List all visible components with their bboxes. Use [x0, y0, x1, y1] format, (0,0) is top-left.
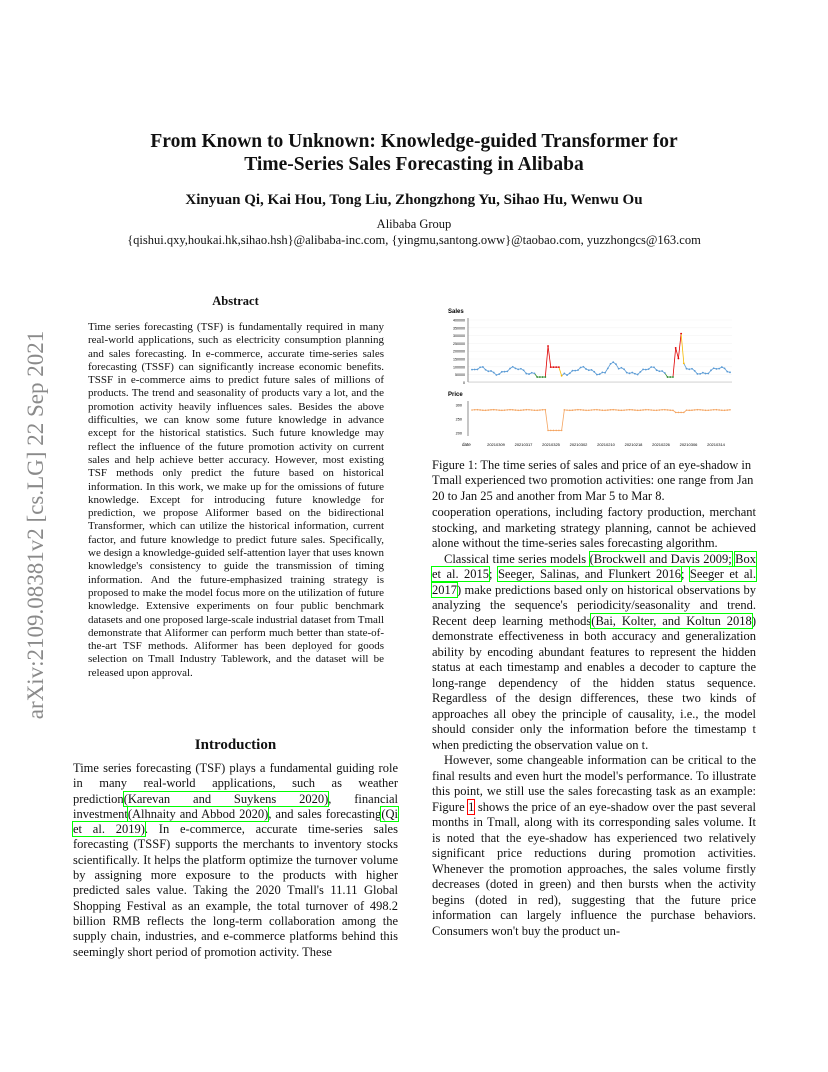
sales-point	[509, 368, 511, 370]
price-point	[688, 409, 690, 411]
sales-point	[610, 363, 612, 365]
sales-point	[642, 368, 644, 370]
sales-point	[558, 366, 560, 368]
figure-caption: Figure 1: The time series of sales and price of an eye-shadow in Tmall experienced two promotion activities: one range from Jan 20 to Jan 25 and another from Mar 5 to Mar 8.	[432, 458, 754, 503]
price-point	[526, 409, 528, 411]
sales-point	[553, 366, 555, 368]
price-point	[615, 409, 617, 411]
citation-link[interactable]: (Brockwell and Davis 2009;	[589, 551, 732, 566]
sales-point	[631, 372, 633, 374]
price-point	[691, 409, 693, 411]
price-point	[583, 409, 585, 411]
sales-point	[724, 367, 726, 369]
sales-point	[563, 373, 565, 375]
sales-point	[601, 372, 603, 374]
date-tick-label: 20210325	[542, 442, 560, 447]
sales-point	[656, 369, 658, 371]
sales-point	[547, 345, 549, 347]
price-point	[550, 430, 552, 432]
sales-point	[506, 371, 508, 373]
price-point	[569, 409, 571, 411]
sales-tick-label: 50000	[455, 373, 465, 378]
sales-point	[648, 368, 650, 370]
price-point	[713, 409, 715, 411]
price-point	[675, 412, 677, 414]
price-point	[621, 409, 623, 411]
price-point	[707, 409, 709, 411]
sales-point	[577, 369, 579, 371]
title-line-1: From Known to Unknown: Knowledge-guided Transformer for	[150, 131, 678, 152]
sales-point	[705, 373, 707, 375]
price-point	[694, 409, 696, 411]
sales-point	[686, 368, 688, 370]
sales-point	[629, 372, 631, 374]
price-point	[680, 412, 682, 414]
citation-link[interactable]: Seeger et al. 2017	[432, 567, 756, 597]
price-point	[588, 409, 590, 411]
sales-point	[612, 361, 614, 363]
sales-point	[702, 372, 704, 374]
price-point	[721, 409, 723, 411]
sales-line-segment	[673, 348, 676, 377]
sales-line-segment	[678, 334, 681, 359]
price-point	[653, 409, 655, 411]
price-point	[485, 409, 487, 411]
price-point	[574, 409, 576, 411]
sales-point	[726, 371, 728, 373]
date-tick-label: 20210210	[597, 442, 615, 447]
sales-series	[471, 333, 731, 378]
price-point	[572, 409, 574, 411]
sales-point	[710, 369, 712, 371]
price-point	[672, 409, 674, 411]
sales-point	[515, 367, 517, 369]
price-point	[659, 409, 661, 411]
sales-point	[623, 368, 625, 370]
date-tick-label: 20210226	[652, 442, 670, 447]
price-point	[618, 409, 620, 411]
sales-point	[604, 372, 606, 374]
price-point	[664, 409, 666, 411]
sales-tick-label: 250000	[453, 341, 465, 346]
sales-point	[637, 374, 639, 376]
citation-link[interactable]: Seeger, Salinas, and Flunkert 2016	[497, 567, 681, 581]
sales-point	[688, 368, 690, 370]
sales-point	[482, 366, 484, 368]
price-point	[640, 409, 642, 411]
affiliation: Alibaba Group	[376, 217, 452, 231]
price-point	[623, 409, 625, 411]
sales-point	[555, 366, 557, 368]
authors: Xinyuan Qi, Kai Hou, Tong Liu, Zhongzhong Yu, Sihao Hu, Wenwu Ou	[185, 192, 643, 208]
price-point	[490, 409, 492, 411]
price-series	[471, 409, 731, 431]
price-point	[509, 409, 511, 411]
abstract-heading: Abstract	[212, 294, 259, 308]
introduction-heading: Introduction	[194, 737, 277, 753]
sales-point	[713, 367, 715, 369]
price-point	[626, 409, 628, 411]
sales-point	[474, 369, 476, 371]
price-point	[702, 409, 704, 411]
sales-point	[678, 358, 680, 360]
sales-point	[620, 367, 622, 369]
date-tick-label: 20210309	[487, 442, 505, 447]
sales-point	[591, 369, 593, 371]
sales-point	[582, 366, 584, 368]
sales-point	[634, 373, 636, 375]
price-point	[542, 409, 544, 411]
sales-point	[661, 370, 663, 372]
price-point	[545, 409, 547, 411]
sales-point	[585, 368, 587, 370]
price-point	[531, 409, 533, 411]
right-column-text	[432, 505, 756, 939]
price-point	[669, 409, 671, 411]
price-point	[686, 409, 688, 411]
sales-tick-label: 150000	[453, 357, 465, 362]
sales-tick-label: 200000	[453, 349, 465, 354]
price-point	[656, 409, 658, 411]
sales-tick-label: 100000	[453, 365, 465, 370]
sales-point	[596, 374, 598, 376]
date-ticks	[487, 442, 726, 447]
sales-point	[580, 367, 582, 369]
price-point	[648, 409, 650, 411]
citation-link[interactable]: (Karevan and Suykens 2020)	[123, 791, 329, 806]
date-tick-label: 20210218	[624, 442, 643, 447]
sales-line-segment	[676, 348, 679, 359]
price-point	[580, 409, 582, 411]
price-point	[553, 430, 555, 432]
introduction-text: Time series forecasting (TSF) plays a fundamental guiding role in many real-world applications, such as weather prediction(Karevan and Suykens 2020), financial investment(Alhnaity and Abbod 2020), and sales forecasting(Qi et al. 2019). In e-commerce, accurate time-series sales forecasting (TSSF) supports the merchants to inventory stocks scientifically. It helps the platform optimize the turnover volume by assigning more exposure to the products with higher predicted sales value. Taking the 2020 Tmall's 11.11 Global Shopping Festival as an example, the total turnover of 498.2 billion RMB reflects the long-term collaboration among the supply chain, industries, and e-commerce platforms behind this seemingly short period of promotion activity. These	[73, 761, 398, 959]
price-point	[718, 409, 720, 411]
sales-point	[645, 369, 647, 371]
arxiv-stamp	[24, 294, 48, 756]
price-point	[496, 409, 498, 411]
price-point	[710, 409, 712, 411]
sales-point	[618, 368, 620, 370]
price-point	[661, 409, 663, 411]
price-axis-label: Price	[448, 392, 463, 398]
sales-point	[599, 373, 601, 375]
price-point	[610, 409, 612, 411]
citation-link[interactable]: (Alhnaity and Abbod 2020)	[127, 806, 269, 821]
price-point	[585, 409, 587, 411]
figure-1	[432, 304, 756, 454]
arxiv-id: arXiv:2109.08381v2 [cs.LG] 22 Sep 2021	[23, 330, 48, 720]
abstract-text: Time series forecasting (TSF) is fundamentally required in many real-world applications, such as electricity consumption planning and sales forecasting. In e-commerce, accurate time-series sales forecasting (TSSF) can significantly increase economic benefits. TSSF in e-commerce aims to predict future sales of millions of products. The trend and seasonality of products vary a lot, and the promotion activity heavily influences sales. Besides the above difficulties, we can know some future knowledge in advance except for the historical statistics. Such future knowledge may reflect the influence of the future promotion activity on current sales and help achieve better accuracy. However, most existing TSF methods only predict the future based on historical information. In this work, we make up for the omissions of future knowledge. Except for introducing future knowledge for prediction, we propose Aliformer based on the bidirectional Transformer, which can utilize the historical information, current factor, and future knowledge to predict future sales. Specifically, we design a knowledge-guided self-attention layer that uses known knowledge's consistency to guide the transmission of timing information. And the future-emphasized training strategy is proposed to make the model focus more on the utilization of future knowledge. Extensive experiments on four public benchmark datasets and one proposed large-scale industrial dataset from Tmall demonstrate that Aliformer can perform much better than state-of-the-art TSF methods. Aliformer has been deployed for goods selection on Tmall Industry Tablework, and the dataset will be released upon approval.	[88, 321, 384, 679]
sales-point	[525, 373, 527, 375]
sales-point	[504, 371, 506, 373]
sales-tick-label: 0	[463, 380, 465, 385]
price-point	[561, 430, 563, 432]
emails: {qishui.qxy,houkai.hk,sihao.hsh}@alibaba-inc.com, {yingmu,santong.oww}@taobao.com, yuzzhongcs@163.com	[127, 233, 701, 247]
price-point	[482, 409, 484, 411]
price-point	[697, 409, 699, 411]
price-ticks	[456, 404, 462, 436]
price-point	[629, 409, 631, 411]
sales-point	[707, 373, 709, 375]
price-point	[536, 409, 538, 411]
sales-point	[544, 376, 546, 378]
date-tick-label: 20210317	[514, 442, 533, 447]
sales-point	[542, 376, 544, 378]
sales-tick-label: 300000	[453, 334, 465, 339]
sales-point	[531, 372, 533, 374]
sales-point	[691, 368, 693, 370]
price-point	[726, 409, 728, 411]
sales-point	[572, 370, 574, 372]
sales-point	[566, 374, 568, 376]
sales-point	[569, 372, 571, 374]
price-point	[650, 409, 652, 411]
price-point	[667, 409, 669, 411]
price-tick-label: 300	[455, 403, 462, 408]
sales-tick-label: 400000	[453, 318, 465, 323]
price-point	[471, 409, 473, 411]
price-point	[515, 409, 517, 411]
sales-point	[699, 373, 701, 375]
price-point	[534, 409, 536, 411]
price-point	[539, 409, 541, 411]
price-point	[566, 409, 568, 411]
sales-point	[639, 371, 641, 373]
sales-point	[694, 370, 696, 372]
price-point	[474, 409, 476, 411]
sales-point	[471, 369, 473, 371]
sales-point	[561, 375, 563, 377]
price-point	[637, 409, 639, 411]
sales-point	[501, 371, 503, 373]
sales-point	[550, 366, 552, 368]
sales-ticks	[453, 319, 732, 385]
citation-link[interactable]: Box et al. 2015	[432, 551, 757, 581]
sales-point	[729, 371, 731, 373]
price-line-segment	[562, 410, 565, 431]
price-point	[507, 409, 509, 411]
sales-point	[669, 376, 671, 378]
sales-point	[658, 370, 660, 372]
sales-point	[536, 376, 538, 378]
sales-point	[479, 366, 481, 368]
sales-tick-label: 350000	[453, 326, 465, 331]
sales-point	[680, 333, 682, 335]
sales-point	[512, 366, 514, 368]
sales-point	[574, 370, 576, 372]
price-point	[642, 409, 644, 411]
price-point	[634, 409, 636, 411]
sales-point	[653, 366, 655, 368]
sales-point	[523, 369, 525, 371]
price-point	[683, 412, 685, 414]
price-point	[520, 409, 522, 411]
price-point	[493, 409, 495, 411]
figure-1-chart	[432, 304, 756, 454]
price-tick-label: 200	[455, 431, 462, 436]
sales-axis-label: Sales	[448, 309, 464, 315]
sales-point	[650, 366, 652, 368]
price-point	[528, 409, 530, 411]
price-tick-label: 250	[455, 417, 462, 422]
citation-link[interactable]: (Bai, Kolter, and Koltun 2018	[591, 613, 752, 628]
sales-point	[664, 372, 666, 374]
price-point	[631, 409, 633, 411]
price-point	[504, 409, 506, 411]
sales-point	[539, 376, 541, 378]
date-axis-label: date	[462, 442, 471, 447]
sales-point	[534, 372, 536, 374]
figure-ref-link[interactable]: 1	[468, 799, 475, 814]
sales-point	[477, 369, 479, 371]
sales-point	[485, 369, 487, 371]
sales-point	[683, 363, 685, 365]
price-point	[599, 409, 601, 411]
paragraph: However, some changeable information can be critical to the final results and even hurt the model's performance. To illustrate this point, we still use the sales forecasting task as an example: Figure 1 shows the price of an eye-shadow over the past several months in Tmall, along with its corresponding sales volume. It is noted that the eye-shadow has experienced two relatively significant price reductions during promotion activities. Whenever the promotion approaches, the sales volume firstly decreases (doted in green) and then bursts when the activity begins (doted in red), suggesting that the future price information can largely influence the purchase behaviors. Consumers won't buy the product un-	[432, 753, 756, 938]
price-point	[591, 409, 593, 411]
sales-point	[615, 363, 617, 365]
title-line-2: Time-Series Sales Forecasting in Alibaba	[244, 154, 584, 175]
paragraph: cooperation operations, including factory production, merchant stocking, and marketing strategy planning, cannot be achieved alone without the time-series sales forecasting algorithm.	[432, 505, 756, 550]
sales-line-segment	[545, 346, 548, 377]
price-point	[501, 410, 503, 412]
sales-point	[487, 370, 489, 372]
price-point	[479, 409, 481, 411]
price-point	[645, 409, 647, 411]
price-point	[577, 409, 579, 411]
sales-point	[528, 373, 530, 375]
price-point	[523, 409, 525, 411]
price-point	[517, 409, 519, 411]
price-point	[607, 409, 609, 411]
price-line-segment	[545, 410, 548, 431]
price-point	[705, 409, 707, 411]
sales-point	[493, 372, 495, 374]
price-point	[477, 409, 479, 411]
sales-point	[718, 368, 720, 370]
date-tick-label: 20210302	[569, 442, 588, 447]
price-point	[558, 430, 560, 432]
sales-point	[607, 367, 609, 369]
paragraph: Classical time series models (Brockwell and Davis 2009; Box et al. 2015; Seeger, Salinas, and Flunkert 2016; Seeger et al. 2017) make predictions based only on historical observations by analyzing the sequence's periodicity/seasonality and trend. Recent deep learning methods(Bai, Kolter, and Koltun 2018) demonstrate effectiveness in both accuracy and generalization ability by encoding abundant features to represent the hidden status at each timestamp and enables a decoder to capture the long-range dependency of the hidden status sequence. Regardless of the design differences, these two kinds of approaches all obey the principle of causality, i.e., the model should consider only the information before the timestamp t when predicting the observation value on t.	[432, 551, 757, 752]
sales-point	[593, 371, 595, 373]
date-tick-label: 20210306	[679, 442, 698, 447]
sales-point	[490, 370, 492, 372]
sales-point	[716, 368, 718, 370]
sales-point	[517, 368, 519, 370]
price-point	[612, 409, 614, 411]
price-point	[564, 409, 566, 411]
price-point	[724, 409, 726, 411]
price-point	[604, 409, 606, 411]
sales-point	[520, 368, 522, 370]
price-point	[602, 409, 604, 411]
sales-point	[697, 373, 699, 375]
sales-line-segment	[548, 346, 551, 367]
sales-point	[626, 372, 628, 374]
price-point	[487, 409, 489, 411]
price-point	[699, 409, 701, 411]
sales-point	[498, 373, 500, 375]
price-point	[498, 409, 500, 411]
sales-point	[588, 369, 590, 371]
price-point	[678, 412, 680, 414]
sales-point	[667, 376, 669, 378]
date-tick-label: 20210314	[707, 442, 725, 447]
price-point	[512, 409, 514, 411]
price-point	[596, 409, 598, 411]
paper-title	[0, 130, 828, 176]
citation-link[interactable]: (Qi et al. 2019)	[73, 806, 398, 837]
sales-point	[675, 347, 677, 349]
price-point	[729, 409, 731, 411]
sales-point	[496, 374, 498, 376]
price-point	[593, 409, 595, 411]
price-point	[547, 430, 549, 432]
sales-point	[672, 376, 674, 378]
price-point	[716, 409, 718, 411]
sales-point	[721, 366, 723, 368]
price-point	[555, 430, 557, 432]
